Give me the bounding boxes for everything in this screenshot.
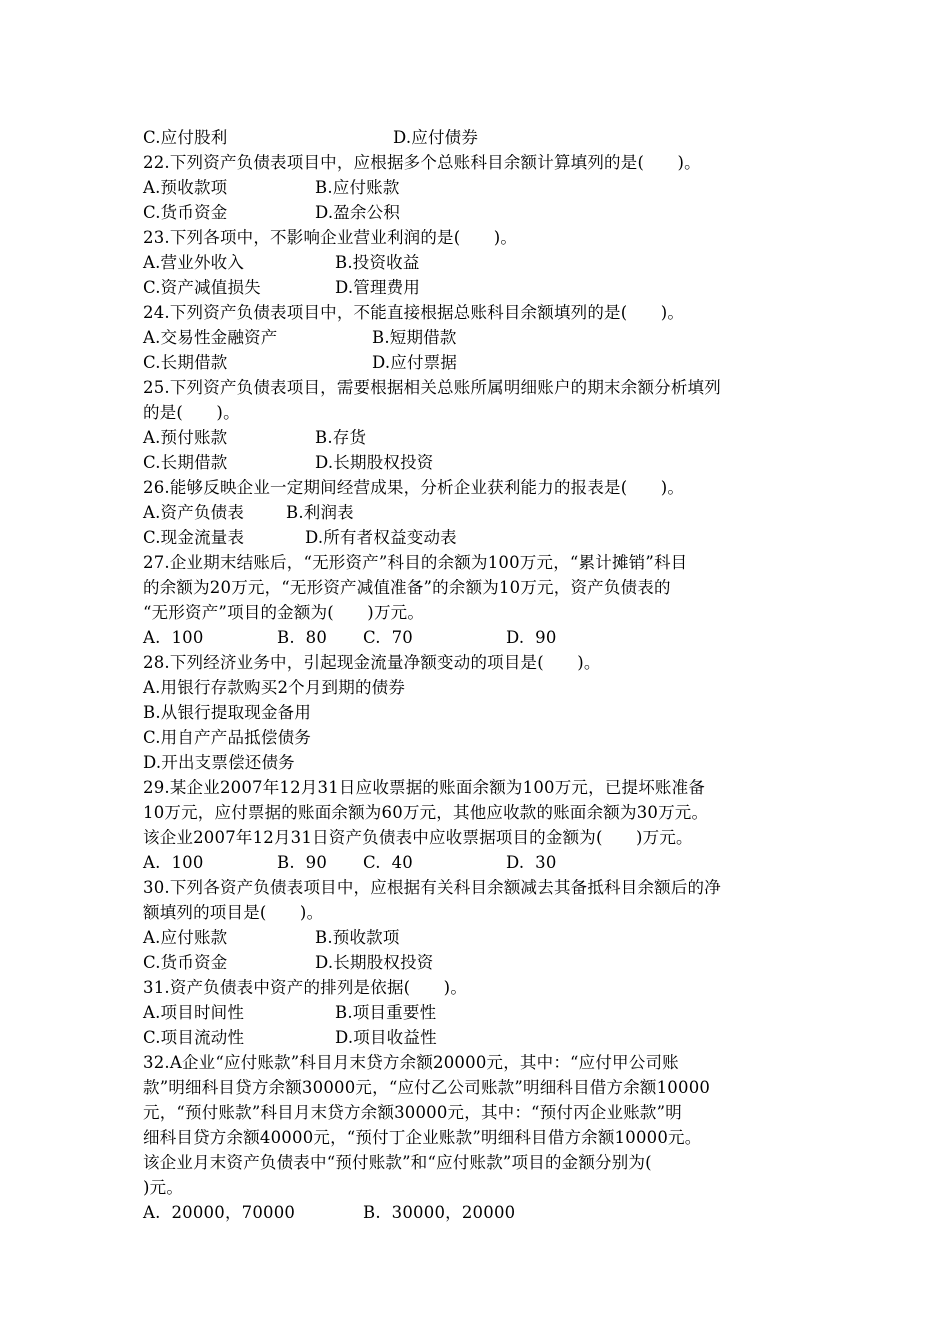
option-b: B.短期借款 bbox=[372, 328, 457, 347]
option-a: A.交易性金融资产 bbox=[143, 328, 278, 347]
option-c: C.现金流量表 bbox=[143, 528, 245, 547]
option-c: C.货币资金 bbox=[143, 953, 228, 972]
option-d: D.应付债券 bbox=[393, 128, 479, 147]
question-29-cont: 10万元，应付票据的账面余额为60万元，其他应收款的账面余额为30万元。 bbox=[143, 803, 709, 822]
question-31: 31.资产负债表中资产的排列是依据( )。 bbox=[143, 978, 468, 997]
option-b: B. 90 bbox=[277, 853, 328, 872]
question-30: 30.下列各资产负债表项目中，应根据有关科目余额减去其备抵科目余额后的净 bbox=[143, 878, 721, 897]
option-b: B.预收款项 bbox=[315, 928, 400, 947]
option-c: C.货币资金 bbox=[143, 203, 228, 222]
option-b: B.应付账款 bbox=[315, 178, 400, 197]
option-c: C. 70 bbox=[363, 628, 413, 647]
option-c: C.长期借款 bbox=[143, 453, 228, 472]
option-d: D.所有者权益变动表 bbox=[305, 528, 457, 547]
question-28: 28.下列经济业务中，引起现金流量净额变动的项目是( )。 bbox=[143, 653, 601, 672]
question-32-cont: 元，“预付账款”科目月末贷方余额30000元，其中：“预付丙企业账款”明 bbox=[143, 1103, 682, 1122]
question-27: 27.企业期末结账后，“无形资产”科目的余额为100万元，“累计摊销”科目 bbox=[143, 553, 688, 572]
question-32-cont: 细科目贷方余额40000元，“预付丁企业账款”明细科目借方余额10000元。 bbox=[143, 1128, 702, 1147]
option-d: D.长期股权投资 bbox=[315, 953, 434, 972]
option-a: A. 100 bbox=[143, 853, 204, 872]
option-c: C.应付股利 bbox=[143, 128, 228, 147]
option-d: D.管理费用 bbox=[335, 278, 421, 297]
option-b: B.利润表 bbox=[286, 503, 354, 522]
question-25-cont: 的是( )。 bbox=[143, 403, 240, 422]
question-32-cont: 该企业月末资产负债表中“预付账款”和“应付账款”项目的金额分别为( bbox=[143, 1153, 652, 1172]
question-32-cont: 款”明细科目贷方余额30000元，“应付乙公司账款”明细科目借方余额10000 bbox=[143, 1078, 711, 1097]
option-a: A.资产负债表 bbox=[143, 503, 245, 522]
question-30-cont: 额填列的项目是( )。 bbox=[143, 903, 324, 922]
question-27-cont: 的余额为20万元，“无形资产减值准备”的余额为10万元，资产负债表的 bbox=[143, 578, 671, 597]
option-a: A. 100 bbox=[143, 628, 204, 647]
question-24: 24.下列资产负债表项目中，不能直接根据总账科目余额填列的是( )。 bbox=[143, 303, 685, 322]
option-d: D.盈余公积 bbox=[315, 203, 401, 222]
option-d: D.开出支票偿还债务 bbox=[143, 753, 295, 772]
option-a: A.营业外收入 bbox=[143, 253, 245, 272]
option-d: D.项目收益性 bbox=[335, 1028, 437, 1047]
option-a: A.预收款项 bbox=[143, 178, 228, 197]
question-29: 29.某企业2007年12月31日应收票据的账面余额为100万元，已提坏账准备 bbox=[143, 778, 706, 797]
option-d: D. 90 bbox=[506, 628, 557, 647]
option-d: D. 30 bbox=[506, 853, 557, 872]
option-a: A.用银行存款购买2个月到期的债券 bbox=[143, 678, 406, 697]
option-c: C.用自产产品抵偿债务 bbox=[143, 728, 311, 747]
option-c: C.项目流动性 bbox=[143, 1028, 245, 1047]
question-32-cont: )元。 bbox=[143, 1178, 184, 1197]
question-22: 22.下列资产负债表项目中，应根据多个总账科目余额计算填列的是( )。 bbox=[143, 153, 701, 172]
option-d: D.应付票据 bbox=[372, 353, 458, 372]
option-a: A. 20000，70000 bbox=[143, 1203, 296, 1222]
question-29-cont: 该企业2007年12月31日资产负债表中应收票据项目的金额为( )万元。 bbox=[143, 828, 693, 847]
option-b: B.项目重要性 bbox=[335, 1003, 437, 1022]
question-32: 32.A企业“应付账款”科目月末贷方余额20000元，其中：“应付甲公司账 bbox=[143, 1053, 679, 1072]
option-c: C. 40 bbox=[363, 853, 413, 872]
question-27-cont: “无形资产”项目的金额为( )万元。 bbox=[143, 603, 425, 622]
option-b: B. 30000，20000 bbox=[363, 1203, 516, 1222]
option-d: D.长期股权投资 bbox=[315, 453, 434, 472]
option-b: B.从银行提取现金备用 bbox=[143, 703, 312, 722]
option-b: B. 80 bbox=[277, 628, 328, 647]
option-b: B.投资收益 bbox=[335, 253, 420, 272]
option-a: A.预付账款 bbox=[143, 428, 228, 447]
option-a: A.应付账款 bbox=[143, 928, 228, 947]
question-23: 23.下列各项中，不影响企业营业利润的是( )。 bbox=[143, 228, 518, 247]
option-b: B.存货 bbox=[315, 428, 367, 447]
option-c: C.资产减值损失 bbox=[143, 278, 261, 297]
option-c: C.长期借款 bbox=[143, 353, 228, 372]
option-a: A.项目时间性 bbox=[143, 1003, 245, 1022]
question-25: 25.下列资产负债表项目，需要根据相关总账所属明细账户的期末余额分析填列 bbox=[143, 378, 721, 397]
question-26: 26.能够反映企业一定期间经营成果，分析企业获利能力的报表是( )。 bbox=[143, 478, 685, 497]
